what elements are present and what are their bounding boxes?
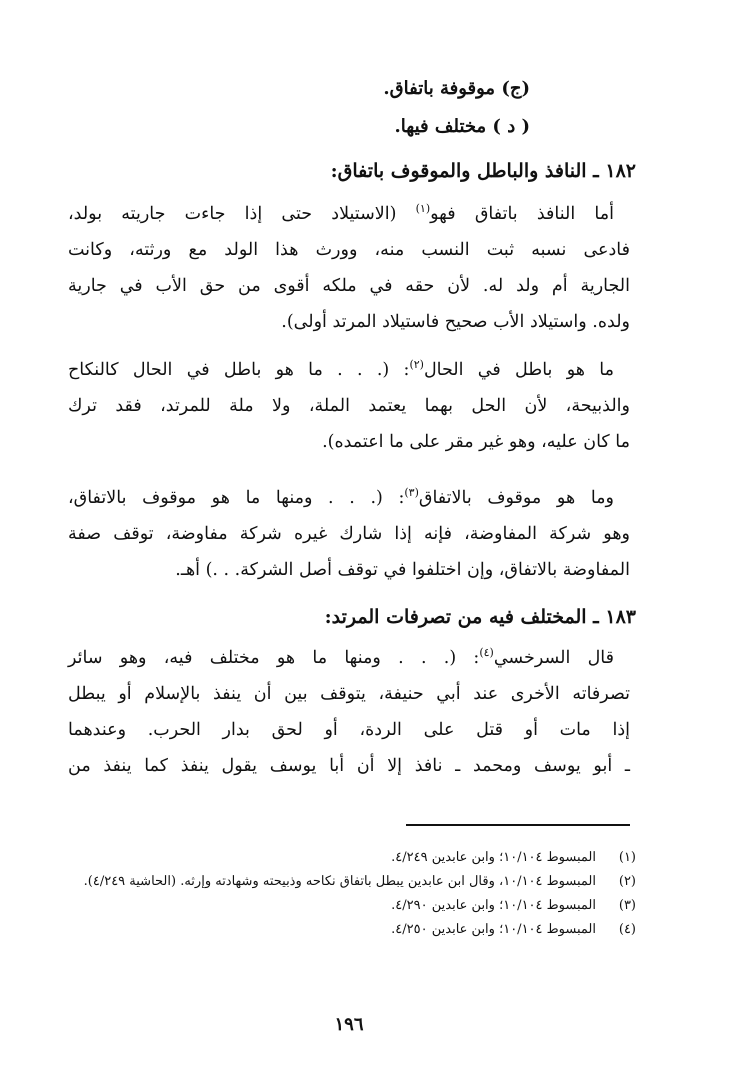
footnote-text: المبسوط ١٠/١٠٤، وقال ابن عابدين يبطل باتفاق نكاحه وذبيحته وشهادته وإرثه. (الحاشية ٤/٢٤٩). <box>83 874 596 889</box>
footnote-text: المبسوط ١٠/١٠٤؛ وابن عابدين ٤/٢٤٩. <box>391 850 596 865</box>
list-item-d: ( د ) مختلف فيها. <box>394 116 530 137</box>
book-page <box>68 0 636 1084</box>
footnote-ref-4[interactable]: (٤) <box>479 646 494 660</box>
text-run: (الاستيلاد حتى إذا جاءت جاريته بولد، <box>68 204 416 224</box>
section-182-paragraph-1 <box>68 196 630 340</box>
footnote-ref-1[interactable]: (١) <box>415 202 431 216</box>
section-183-heading: ١٨٣ ـ المختلف فيه من تصرفات المرتد: <box>324 606 636 628</box>
footnote-4 <box>64 918 636 942</box>
text-run: أما النافذ باتفاق فهو <box>430 204 614 224</box>
footnote-1 <box>64 846 636 870</box>
list-item-c: (ج) موقوفة باتفاق. <box>383 78 530 99</box>
paragraph-line: إذا مات أو قتل على الردة، أو لحق بدار الحرب. وعندهما <box>68 720 630 740</box>
text-run: ما هو باطل في الحال <box>423 360 614 380</box>
section-183-paragraph-1 <box>68 640 630 784</box>
paragraph-line <box>68 196 630 232</box>
footnote-number: (٣) <box>618 898 636 913</box>
text-run: : (. . . ومنها ما هو موقوف بالاتفاق، <box>68 488 405 508</box>
footnote-ref-2[interactable]: (٢) <box>409 358 424 372</box>
footnote-text: المبسوط ١٠/١٠٤؛ وابن عابدين ٤/٢٩٠. <box>391 898 596 913</box>
footnote-3 <box>64 894 636 918</box>
footnote-number: (١) <box>618 850 636 865</box>
footnote-separator <box>406 824 630 826</box>
paragraph-line: تصرفاته الأخرى عند أبي حنيفة، يتوقف بين أن ينفذ بالإسلام أو يبطل <box>68 684 630 704</box>
footnote-number: (٢) <box>618 874 636 889</box>
section-182-paragraph-3 <box>68 480 630 588</box>
paragraph-line <box>68 480 630 516</box>
footnote-ref-3[interactable]: (٣) <box>404 486 419 500</box>
paragraph-line: المفاوضة بالاتفاق، وإن اختلفوا في توقف أصل الشركة. . .) أهـ. <box>175 560 630 580</box>
text-run: قال السرخسي <box>493 648 614 668</box>
footnotes <box>64 846 636 942</box>
paragraph-line <box>68 352 630 388</box>
text-run: : (. . . ما هو باطل في الحال كالنكاح <box>68 360 410 380</box>
paragraph-line: ولده. واستيلاد الأب صحيح فاستيلاد المرتد أولى). <box>281 312 630 332</box>
text-run: : (. . . ومنها ما هو مختلف فيه، وهو سائر <box>68 648 480 668</box>
page-number: ١٩٦ <box>334 1014 364 1035</box>
footnote-text: المبسوط ١٠/١٠٤؛ وابن عابدين ٤/٢٥٠. <box>391 922 596 937</box>
paragraph-line: والذبيحة، لأن الحل بهما يعتمد الملة، ولا ملة للمرتد، فقد ترك <box>68 396 630 416</box>
footnote-number: (٤) <box>618 922 636 937</box>
paragraph-line: ـ أبو يوسف ومحمد ـ نافذ إلا أن أبا يوسف يقول ينفذ كما ينفذ من <box>68 756 630 776</box>
paragraph-line: ما كان عليه، وهو غير مقر على ما اعتمده). <box>322 432 630 452</box>
section-182-paragraph-2 <box>68 352 630 460</box>
section-182-heading: ١٨٢ ـ النافذ والباطل والموقوف باتفاق: <box>330 160 636 182</box>
paragraph-line: وهو شركة المفاوضة، فإنه إذا شارك غيره شركة مفاوضة، توقف صفة <box>68 524 630 544</box>
footnote-2 <box>64 870 636 894</box>
paragraph-line <box>68 640 630 676</box>
paragraph-line: الجارية أم ولد له. لأن حقه في ملكه أقوى من حق الأب في جارية <box>68 276 631 296</box>
paragraph-line: فادعى نسبه ثبت النسب منه، وورث هذا الولد مع ورثته، وكانت <box>68 240 630 260</box>
text-run: وما هو موقوف بالاتفاق <box>418 488 614 508</box>
